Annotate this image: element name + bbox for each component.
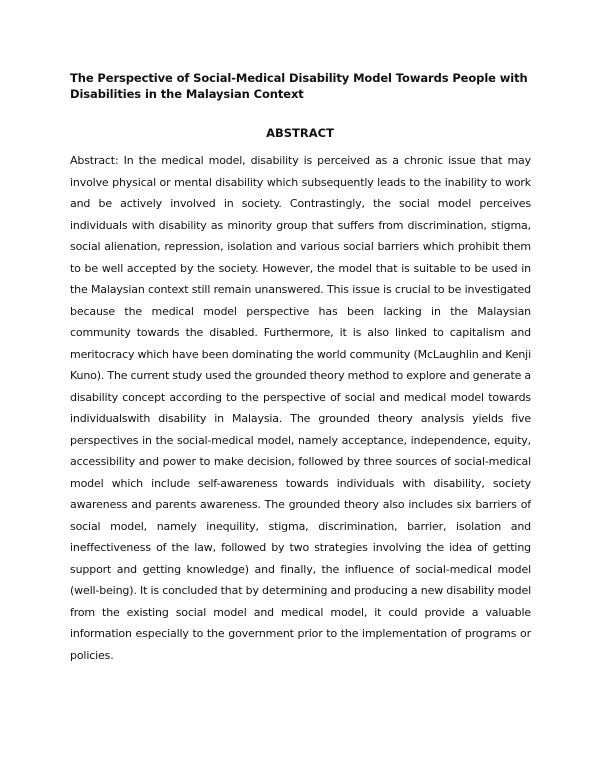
abstract-heading: ABSTRACT	[266, 126, 334, 140]
paper-title: The Perspective of Social-Medical Disability Model Towards People with Disabilities in the Malaysian Context	[70, 71, 528, 101]
abstract-body: Abstract: In the medical model, disability is perceived as a chronic issue that may involve physical or mental disability which subsequently leads to the inability to work and be actively involved in society. Contrastingly, the social model perceives individuals with disability as minority group that suffers from discrimination, stigma, social alienation, repression, isolation and various social barriers which prohibit them to be well accepted by the society. However, the model that is suitable to be used in the Malaysian context still remain unanswered. This issue is crucial to be investigated because the medical model perspective has been lacking in the Malaysian community towards the disabled. Furthermore, it is also linked to capitalism and meritocracy which have been dominating the world community (McLaughlin and Kenji Kuno). The current study used the grounded theory method to explore and generate a disability concept according to the perspective of social and medical model towards individualswith disability in Malaysia. The grounded theory analysis yields five perspectives in the social-medical model, namely acceptance, independence, equity, accessibility and power to make decision, followed by three sources of social-medical model which include self-awareness towards individuals with disability, society awareness and parents awareness. The grounded theory also includes six barriers of social model, namely inequility, stigma, discrimination, barrier, isolation and ineffectiveness of the law, followed by two strategies involving the idea of getting support and getting knowledge) and finally, the influence of social-medical model (well-being). It is concluded that by determining and producing a new disability model from the existing social model and medical model, it could provide a valuable information especially to the government prior to the implementation of programs or policies.	[70, 154, 532, 662]
